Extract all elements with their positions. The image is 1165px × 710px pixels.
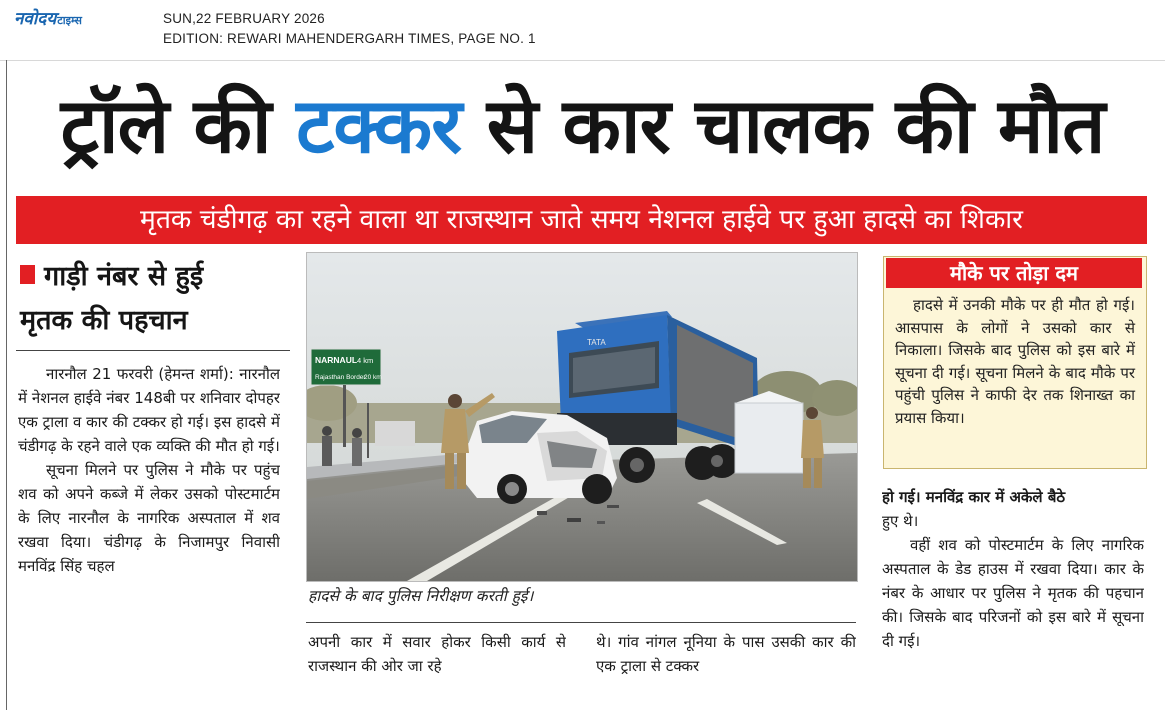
article-col2-text: अपनी कार में सवार होकर किसी कार्य से राजस्थान की ओर जा रहे: [308, 633, 566, 675]
tent: [735, 391, 803, 473]
article-col3-text: थे। गांव नांगल नूनिया के पास उसकी कार की एक ट्राला से टक्कर: [596, 633, 856, 675]
article-paragraph-1: नारनौल 21 फरवरी (हेमन्त शर्मा): नारनौल में नेशनल हाईवे नंबर 148बी पर शनिवार दोपहर एक ट्राला व कार की टक्कर हो गई। इस हादसे में चंडीगढ़ के रहने वाले एक व्यक्ति की मौत हो गई।: [18, 365, 280, 455]
accident-photo-illustration: [307, 253, 857, 581]
newspaper-logo[interactable]: [14, 6, 82, 29]
caption-divider: [306, 622, 856, 623]
logo-main: नवोदय: [14, 9, 57, 29]
header-divider: [0, 60, 1165, 61]
sidebar-box-title: मौके पर तोड़ा दम: [886, 258, 1142, 288]
article-column-4: [882, 485, 1144, 703]
truck-brand: TATA: [587, 338, 606, 347]
masthead: [0, 0, 1165, 50]
headline-part2: से कार चालक की मौत: [461, 81, 1105, 170]
section-heading-line1: गाड़ी नंबर से हुई: [44, 261, 204, 292]
section-heading: [20, 255, 290, 343]
main-headline: [0, 66, 1165, 186]
article-column-1: [18, 362, 280, 702]
headline-part1: ट्रॉले की: [60, 81, 297, 170]
article-col4-paragraph: वहीं शव को पोस्टमार्टम के लिए नागरिक अस्पताल के डेड हाउस में रखवा दिया। कार के नंबर के आधार पर पुलिस ने मृतक की पहचान की। जिसके बाद परिजनों को इस बारे में सूचना दी गई।: [882, 536, 1144, 650]
article-col4-lead: हो गई। मनविंद्र कार में अकेले बैठे: [882, 488, 1066, 506]
headline-accent: टक्कर: [296, 81, 462, 170]
photo-caption: हादसे के बाद पुलिस निरीक्षण करती हुई।: [308, 587, 534, 605]
article-col4-cont: हुए थे।: [882, 512, 919, 530]
logo-sub: टाइम्स: [57, 14, 82, 27]
edition-line: EDITION: REWARI MAHENDERGARH TIMES, PAGE NO. 1: [163, 31, 536, 46]
subheadline-banner: मृतक चंडीगढ़ का रहने वाला था राजस्थान जाते समय नेशनल हाईवे पर हुआ हादसे का शिकार: [16, 196, 1147, 244]
sign-line2: Rajasthan Border: [315, 374, 366, 381]
date-line: SUN,22 FEBRUARY 2026: [163, 11, 325, 26]
sign-line1: NARNAUL: [315, 355, 358, 365]
red-square-marker: [20, 265, 35, 284]
edition-info: [163, 9, 536, 49]
section-heading-line2: मृतक की पहचान: [20, 305, 188, 336]
article-paragraph-2: सूचना मिलने पर पुलिस ने मौके पर पहुंच शव को अपने कब्जे में लेकर उसको पोस्टमार्टम के लिए नारनौल के नागरिक अस्पताल में शव रखवा दिया। चंडीगढ़ के निजामपुर निवासी मनविंद्र सिंह चहल: [18, 461, 280, 575]
article-column-2: [308, 630, 566, 694]
sign-dist1: 4 km: [357, 356, 374, 365]
sign-dist2: 20 km: [364, 374, 382, 381]
article-column-3: [596, 630, 856, 694]
accident-photo[interactable]: [306, 252, 858, 582]
sidebar-box-body: हादसे में उनकी मौके पर ही मौत हो गई। आसपास के लोगों ने उसको कार से निकाला। जिसके बाद पुलिस को इस बारे में सूचना दी गई। सूचना मिलने के बाद मौके पर पहुंची पुलिस ने काफी देर तक शिनाख्त का प्रयास किया।: [895, 296, 1135, 427]
column-divider: [16, 350, 290, 351]
